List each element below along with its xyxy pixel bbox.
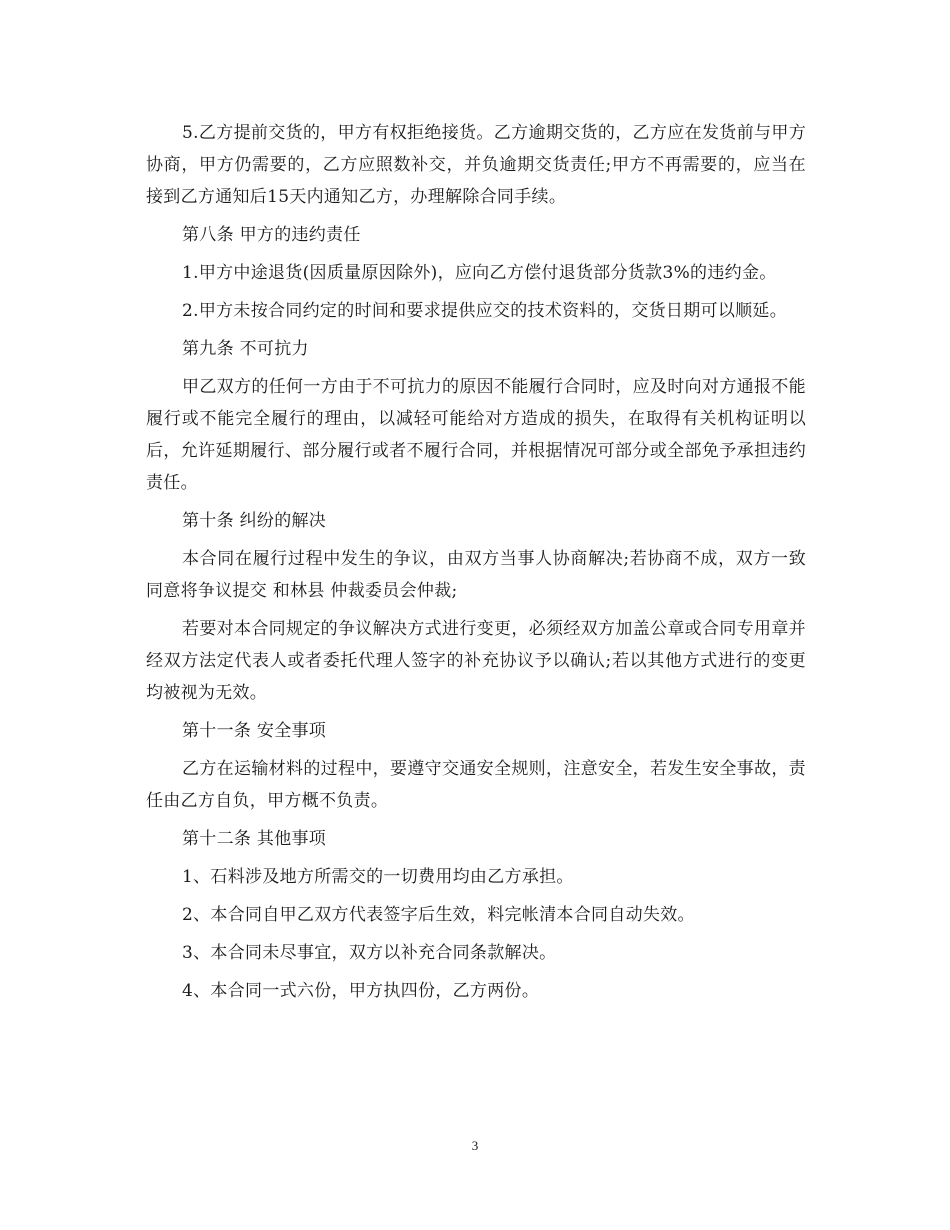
page-number: 3 [471,1138,479,1153]
document-body [146,117,806,1013]
paragraph-technical-data: 2.甲方未按合同约定的时间和要求提供应交的技术资料的，交货日期可以顺延。 [182,301,788,321]
section-heading-article-9: 第九条 不可抗力 [182,339,309,359]
section-heading-article-11: 第十一条 安全事项 [182,721,327,741]
paragraph-force-majeure: 甲乙双方的任何一方由于不可抗力的原因不能履行合同时，应及时向对方通报不能履行或不能完全履行的理由，以减轻可能给对方造成的损失，在取得有关机构证明以后，允许延期履行、部分履行或者不履行合同，并根据情况可部分或全部免予承担违约责任。 [146,377,806,493]
section-heading-article-10: 第十条 纠纷的解决 [182,511,327,531]
section-heading-article-12: 第十二条 其他事项 [182,829,327,849]
list-item-effective: 2、本合同自甲乙双方代表签字后生效，料完帐清本合同自动失效。 [182,905,695,925]
list-item-supplement: 3、本合同未尽事宜，双方以补充合同条款解决。 [182,943,557,963]
paragraph-return-penalty: 1.甲方中途退货(因质量原因除外)，应向乙方偿付退货部分货款3%的违约金。 [182,263,777,283]
list-item-fees: 1、石料涉及地方所需交的一切费用均由乙方承担。 [182,867,574,887]
paragraph-safety: 乙方在运输材料的过程中，要遵守交通安全规则，注意安全，若发生安全事故，责任由乙方自负，甲方概不负责。 [146,759,806,811]
list-item-copies: 4、本合同一式六份，甲方执四份，乙方两份。 [182,981,540,1001]
section-heading-article-8: 第八条 甲方的违约责任 [182,225,361,245]
paragraph-dispute-arbitration: 本合同在履行过程中发生的争议，由双方当事人协商解决;若协商不成，双方一致同意将争议提交 和林县 仲裁委员会仲裁; [146,549,806,601]
paragraph-early-delivery: 5.乙方提前交货的，甲方有权拒绝接货。乙方逾期交货的，乙方应在发货前与甲方协商，甲方仍需要的，乙方应照数补交，并负逾期交货责任;甲方不再需要的，应当在接到乙方通知后15天内通知乙方，办理解除合同手续。 [146,123,806,207]
paragraph-dispute-change: 若要对本合同规定的争议解决方式进行变更，必须经双方加盖公章或合同专用章并经双方法定代表人或者委托代理人签字的补充协议予以确认;若以其他方式进行的变更均被视为无效。 [146,619,806,703]
